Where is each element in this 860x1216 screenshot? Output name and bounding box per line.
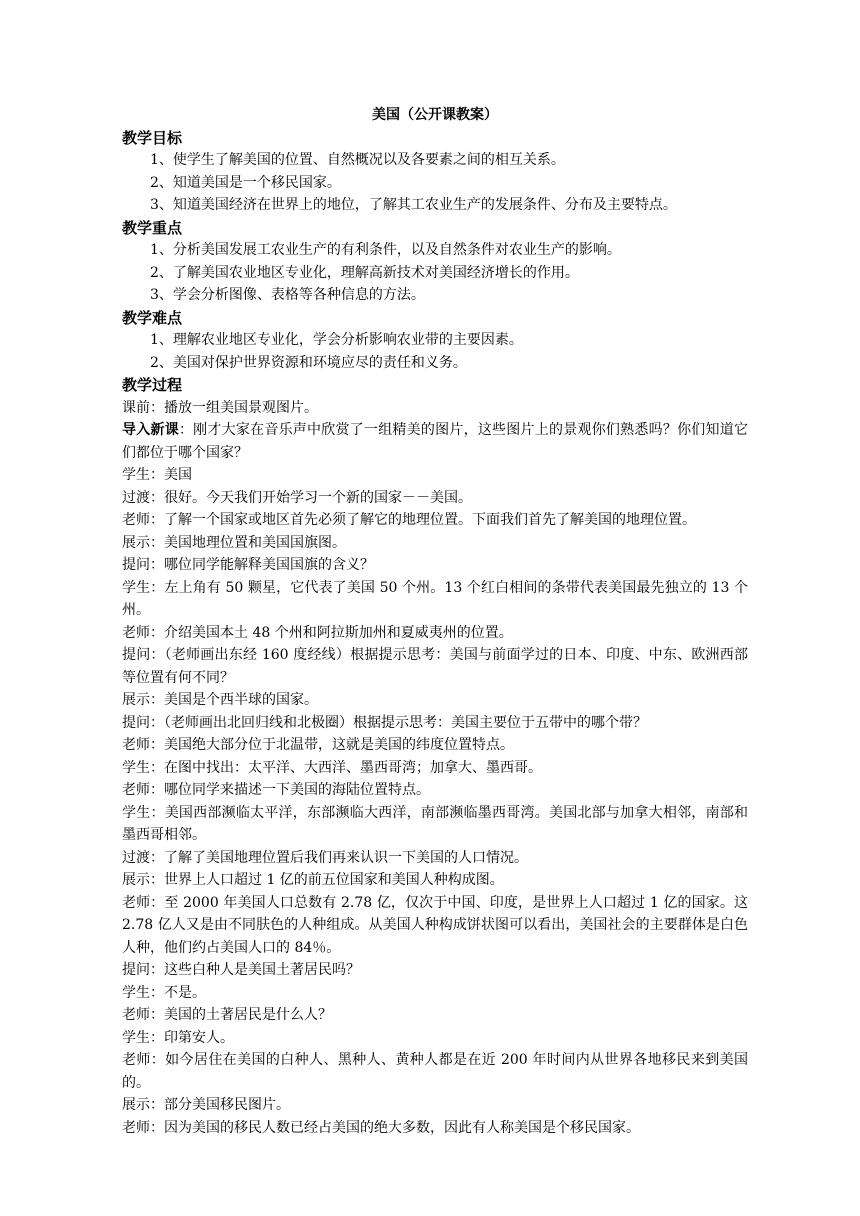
paragraph-text: 老师：因为美国的移民人数已经占美国的绝大多数，因此有人称美国是个移民国家。	[122, 1119, 640, 1136]
process-paragraph	[122, 644, 748, 689]
document-title: 美国（公开课教案）	[372, 107, 498, 123]
process-paragraph	[122, 554, 748, 577]
process-paragraph	[122, 577, 748, 622]
process-paragraph	[122, 1117, 748, 1140]
objectives-sections	[122, 127, 748, 375]
paragraph-text: 过渡：很好。今天我们开始学习一个新的国家－－美国。	[122, 489, 472, 506]
paragraph-text: 展示：美国是个西半球的国家。	[122, 692, 318, 708]
process-paragraph	[122, 802, 748, 847]
process-paragraph	[122, 464, 748, 487]
process-paragraph	[122, 712, 748, 735]
process-paragraph	[122, 689, 748, 712]
paragraph-text: 学生：在图中找出：太平洋、大西洋、墨西哥湾；加拿大、墨西哥。	[122, 759, 542, 776]
process-paragraph	[122, 622, 748, 645]
paragraph-text: 老师：介绍美国本土 48 个州和阿拉斯加州和夏威夷州的位置。	[122, 624, 513, 641]
process-paragraph	[122, 532, 748, 555]
section-heading: 教学目标	[122, 128, 183, 147]
process-paragraph	[122, 1094, 748, 1117]
section-item: 2、美国对保护世界资源和环境应尽的责任和义务。	[150, 354, 467, 371]
paragraph-text: 学生：左上角有 50 颗星，它代表了美国 50 个州。13 个红白相间的条带代表美国最先独立的 13 个州。	[122, 579, 748, 618]
paragraph-text: 学生：不是。	[122, 984, 206, 1001]
process-paragraph	[122, 509, 748, 532]
paragraph-text: 老师：美国绝大部分位于北温带，这就是美国的纬度位置特点。	[122, 737, 514, 753]
paragraph-text: ：刚才大家在音乐声中欣赏了一组精美的图片，这些图片上的景观你们熟悉吗？你们知道它们都位于哪个国家？	[122, 422, 749, 461]
paragraph-text: 学生：美国西部濒临太平洋，东部濒临大西洋，南部濒临墨西哥湾。美国北部与加拿大相邻，南部和墨西哥相邻。	[122, 804, 748, 843]
process-paragraph	[122, 1004, 748, 1027]
paragraph-text: 老师：美国的土著居民是什么人？	[122, 1007, 332, 1023]
paragraph-text: 展示：部分美国移民图片。	[122, 1097, 290, 1113]
paragraph-text: 提问：哪位同学能解释美国国旗的含义？	[122, 557, 374, 573]
process-paragraph	[122, 982, 748, 1005]
section-item: 2、知道美国是一个移民国家。	[150, 174, 341, 191]
document-body	[122, 104, 748, 1139]
section-heading: 教学重点	[122, 218, 183, 237]
process-paragraph	[122, 959, 748, 982]
section-item: 2、了解美国农业地区专业化，理解高新技术对美国经济增长的作用。	[150, 264, 579, 281]
paragraph-text: 课前：播放一组美国景观图片。	[122, 399, 318, 416]
process-paragraph	[122, 847, 748, 870]
process-paragraph	[122, 779, 748, 802]
paragraph-text: 展示：世界上人口超过 1 亿的前五位国家和美国人种构成图。	[122, 872, 504, 888]
paragraph-text: 老师：哪位同学来描述一下美国的海陆位置特点。	[122, 782, 430, 798]
process-paragraph	[122, 1049, 748, 1094]
paragraph-text: 老师：至 2000 年美国人口总数有 2.78 亿，仅次于中国、印度，是世界上人口超过 1 亿的国家。这 2.78 亿人又是由不同肤色的人种组成。从美国人种构成饼状图可以看出，美国社会的主要群体是白色人种，他们约占美国人口的 84％。	[122, 894, 748, 956]
process-paragraphs	[122, 397, 748, 1140]
process-paragraph	[122, 1027, 748, 1050]
paragraph-text: 老师：如今居住在美国的白种人、黑种人、黄种人都是在近 200 年时间内从世界各地移民来到美国的。	[122, 1052, 748, 1091]
process-paragraph	[122, 734, 748, 757]
process-paragraph	[122, 419, 748, 464]
paragraph-text: 提问：（老师画出北回归线和北极圈）根据提示思考：美国主要位于五带中的哪个带？	[122, 714, 647, 731]
section-heading: 教学难点	[122, 308, 183, 327]
section-item: 3、知道美国经济在世界上的地位，了解其工农业生产的发展条件、分布及主要特点。	[150, 197, 677, 213]
paragraph-text: 提问：这些白种人是美国土著居民吗？	[122, 962, 360, 978]
paragraph-text: 过渡：了解了美国地理位置后我们再来认识一下美国的人口情况。	[122, 849, 528, 866]
process-paragraph	[122, 869, 748, 892]
paragraph-text: 提问：（老师画出东经 160 度经线）根据提示思考：美国与前面学过的日本、印度、中东、欧洲西部等位置有何不同？	[122, 647, 748, 686]
process-paragraph	[122, 397, 748, 420]
process-heading: 教学过程	[122, 376, 183, 394]
section-item: 3、学会分析图像、表格等各种信息的方法。	[150, 287, 425, 303]
section-item: 1、分析美国发展工农业生产的有利条件，以及自然条件对农业生产的影响。	[150, 242, 621, 258]
paragraph-label: 导入新课	[122, 422, 179, 438]
process-paragraph	[122, 757, 748, 780]
section-item: 1、理解农业地区专业化，学会分析影响农业带的主要因素。	[150, 332, 523, 348]
paragraph-text: 学生：印第安人。	[122, 1029, 234, 1046]
paragraph-text: 老师：了解一个国家或地区首先必须了解它的地理位置。下面我们首先了解美国的地理位置。	[122, 512, 696, 528]
process-paragraph	[122, 487, 748, 510]
paragraph-text: 展示：美国地理位置和美国国旗图。	[122, 534, 346, 551]
paragraph-text: 学生：美国	[122, 467, 192, 483]
process-paragraph	[122, 892, 748, 960]
section-item: 1、使学生了解美国的位置、自然概况以及各要素之间的相互关系。	[150, 152, 565, 168]
